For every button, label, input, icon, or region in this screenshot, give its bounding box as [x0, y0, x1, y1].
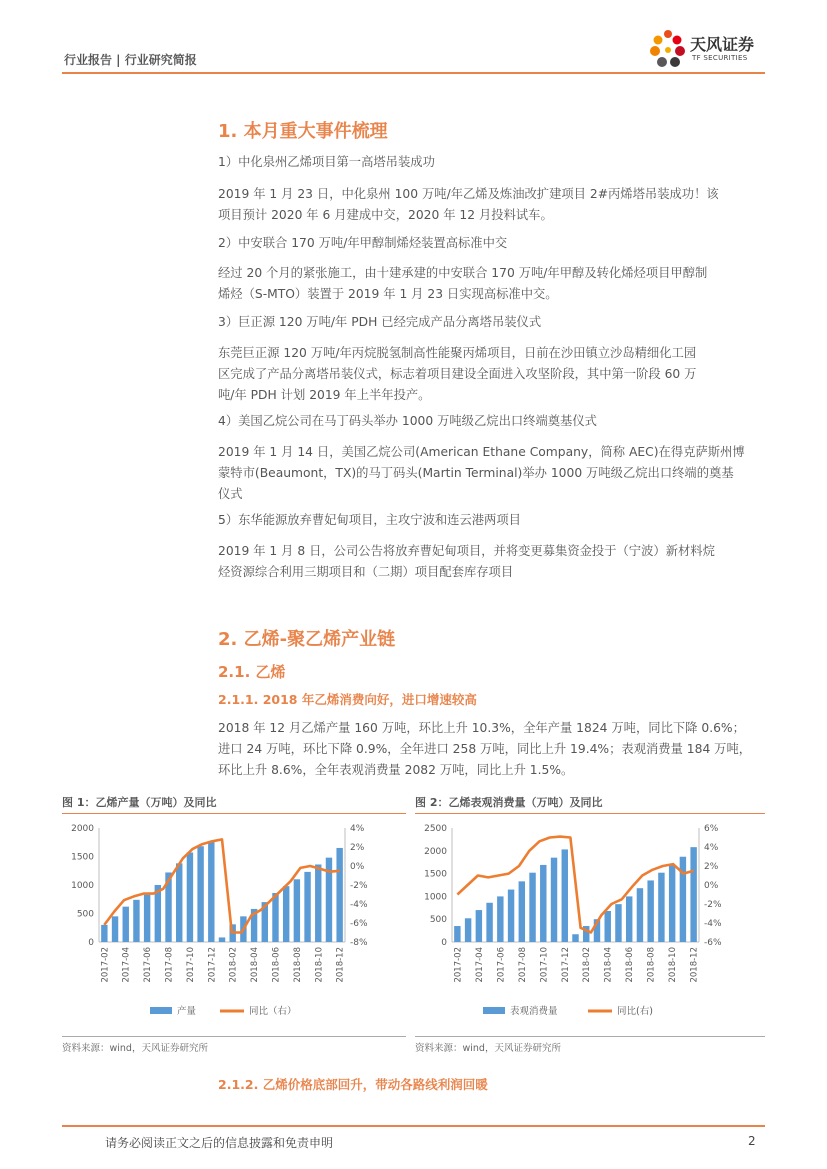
event5-body: 2019 年 1 月 8 日，公司公告将放弃曹妃甸项目，并将变更募集资金投于（宁波）新材料烷 烃资源综合利用三期项目和（二期）项目配套库存项目	[218, 544, 715, 579]
figure2-top-rule	[415, 813, 765, 814]
right-tick-label: -2%	[350, 881, 368, 891]
right-tick-label: 4%	[350, 824, 365, 834]
right-tick-label: 0%	[704, 881, 719, 891]
logo-text-en: TF SECURITIES	[692, 54, 748, 62]
left-tick-label: 0	[441, 938, 447, 948]
bar	[208, 842, 214, 942]
x-tick-label: 2018-04	[603, 947, 614, 983]
event2-heading: 2）中安联合 170 万吨/年甲醇制烯烃装置高标准中交	[218, 236, 508, 250]
x-tick-label: 2018-06	[271, 947, 282, 983]
right-tick-label: -4%	[704, 919, 722, 929]
x-tick-label: 2018-12	[689, 947, 700, 983]
bar	[112, 916, 118, 942]
chart-ethylene-production	[62, 816, 406, 1036]
bar	[562, 849, 568, 942]
left-tick-label: 1000	[424, 892, 447, 903]
logo-text-cn: 天风证券	[690, 35, 755, 54]
x-tick-label: 2018-06	[625, 947, 636, 983]
bar	[572, 934, 578, 942]
yoy-line	[457, 837, 693, 933]
bar	[476, 910, 482, 942]
section2-title: 2. 乙烯-聚乙烯产业链	[218, 629, 396, 650]
subsection-ethylene-title: 2.1. 乙烯	[218, 663, 286, 681]
bar	[626, 896, 632, 942]
tf-securities-logo	[648, 28, 758, 72]
legend-swatch-bars	[150, 1007, 172, 1014]
bar	[497, 896, 503, 942]
bar	[540, 865, 546, 942]
x-tick-label: 2017-12	[560, 947, 571, 983]
right-tick-label: -2%	[704, 900, 722, 910]
x-tick-label: 2018-08	[646, 947, 657, 983]
figure2-title: 图 2：乙烯表观消费量（万吨）及同比	[415, 796, 603, 809]
x-tick-label: 2018-08	[292, 947, 303, 983]
left-tick-label: 2000	[71, 824, 94, 834]
bar	[187, 853, 193, 942]
event2-body: 经过 20 个月的紧张施工，由十建承建的中安联合 170 万吨/年甲醇及转化烯烃项目甲醇制 烯烃（S-MTO）装置于 2019 年 1 月 23 日实现高标准中交。	[218, 266, 708, 301]
right-tick-label: 4%	[704, 843, 719, 853]
event4-heading: 4）美国乙烷公司在马丁码头举办 1000 万吨级乙烷出口终端奠基仪式	[218, 414, 597, 428]
x-tick-label: 2017-06	[143, 947, 154, 983]
footer-divider	[62, 1125, 765, 1127]
x-tick-label: 2017-04	[121, 947, 132, 983]
bar	[144, 895, 150, 942]
figure1-title: 图 1：乙烯产量（万吨）及同比	[62, 796, 217, 809]
x-tick-label: 2017-10	[185, 947, 196, 983]
section1-title: 1. 本月重大事件梳理	[218, 121, 388, 142]
bar	[529, 873, 535, 942]
event1-heading: 1）中化泉州乙烯项目第一高塔吊装成功	[218, 155, 435, 169]
event5-heading: 5）东华能源放弃曹妃甸项目，主攻宁波和连云港两项目	[218, 513, 521, 527]
bar	[465, 918, 471, 942]
subsection-2-1-2-title: 2.1.2. 乙烯价格底部回升，带动各路线利润回暖	[218, 1077, 488, 1092]
legend-label-line: 同比(右)	[617, 1006, 653, 1017]
bar	[669, 864, 675, 942]
figure2-bottom-rule	[415, 1036, 765, 1037]
bar	[101, 925, 107, 942]
bar	[604, 911, 610, 942]
x-tick-label: 2017-12	[207, 947, 218, 983]
bar	[454, 926, 460, 942]
bar	[272, 893, 278, 942]
bar	[315, 864, 321, 942]
left-tick-label: 2500	[424, 824, 447, 834]
right-tick-label: 2%	[704, 862, 719, 872]
header-divider	[62, 72, 765, 74]
left-tick-label: 2000	[424, 846, 447, 857]
left-tick-label: 1500	[424, 869, 447, 880]
bar	[197, 846, 203, 942]
figure2-source: 资料来源：wind，天风证券研究所	[415, 1043, 561, 1054]
bar	[219, 937, 225, 942]
x-tick-label: 2018-10	[314, 947, 325, 983]
bar	[508, 890, 514, 942]
right-tick-label: -6%	[350, 919, 368, 929]
right-tick-label: 2%	[350, 843, 365, 853]
left-tick-label: 0	[88, 938, 94, 948]
bar	[294, 879, 300, 942]
x-tick-label: 2017-10	[539, 947, 550, 983]
bar	[658, 873, 664, 942]
legend-label-bars: 表观消费量	[510, 1006, 558, 1017]
legend-swatch-bars	[483, 1007, 505, 1014]
event4-body: 2019 年 1 月 14 日，美国乙烷公司(American Ethane Company，简称 AEC)在得克萨斯州博 蒙特市(Beaumont，TX)的马丁码头(Martin Terminal)举办 1000 万吨级乙烷出口终端的奠基 仪式	[218, 445, 745, 501]
figure1-bottom-rule	[62, 1036, 406, 1037]
left-tick-label: 500	[76, 909, 94, 920]
bar	[336, 848, 342, 942]
left-tick-label: 500	[429, 915, 447, 926]
x-tick-label: 2017-08	[164, 947, 175, 983]
bar	[283, 886, 289, 942]
legend-label-line: 同比（右）	[249, 1006, 297, 1017]
left-tick-label: 1500	[71, 852, 94, 863]
event3-body: 东莞巨正源 120 万吨/年丙烷脱氢制高性能聚丙烯项目，日前在沙田镇立沙岛精细化工园 区完成了产品分离塔吊装仪式，标志着项目建设全面进入攻坚阶段，其中第一阶段 60 万 吨/年 PDH 计划 2019 年上半年投产。	[218, 346, 697, 402]
page-number: 2	[748, 1134, 756, 1148]
bar	[690, 847, 696, 942]
x-tick-label: 2018-12	[335, 947, 346, 983]
right-tick-label: -6%	[704, 938, 722, 948]
bar	[637, 888, 643, 942]
bar	[123, 907, 129, 942]
subsection-2-1-1-title: 2.1.1. 2018 年乙烯消费向好，进口增速较高	[218, 692, 477, 707]
x-tick-label: 2018-02	[228, 947, 239, 983]
bar	[176, 863, 182, 942]
left-tick-label: 1000	[71, 881, 94, 891]
x-tick-label: 2018-10	[668, 947, 679, 983]
bar	[133, 900, 139, 942]
bar	[551, 858, 557, 942]
bar	[486, 903, 492, 942]
x-tick-label: 2017-06	[496, 947, 507, 983]
figure1-top-rule	[62, 813, 406, 814]
figure1-source: 资料来源：wind，天风证券研究所	[62, 1043, 208, 1054]
x-tick-label: 2017-04	[474, 947, 485, 983]
event3-heading: 3）巨正源 120 万吨/年 PDH 已经完成产品分离塔吊装仪式	[218, 315, 542, 329]
ethylene-summary-paragraph: 2018 年 12 月乙烯产量 160 万吨，环比上升 10.3%，全年产量 1824 万吨，同比下降 0.6%； 进口 24 万吨，环比下降 0.9%，全年进口 258 万吨，同比上升 19.4%；表观消费量 184 万吨， 环比上升 8.6%，全年表观消费量 2082 万吨，同比上升 1.5%。	[218, 721, 752, 777]
chart-ethylene-consumption	[415, 816, 765, 1036]
x-tick-label: 2018-04	[250, 947, 261, 983]
x-tick-label: 2017-02	[100, 947, 111, 983]
bar	[519, 881, 525, 942]
x-tick-label: 2017-02	[453, 947, 464, 983]
bar	[647, 880, 653, 942]
right-tick-label: 6%	[704, 824, 719, 834]
legend-label-bars: 产量	[177, 1006, 197, 1017]
right-tick-label: -4%	[350, 900, 368, 910]
x-tick-label: 2017-08	[517, 947, 528, 983]
report-category: 行业报告 | 行业研究简报	[64, 53, 197, 67]
bar	[304, 872, 310, 942]
right-tick-label: 0%	[350, 862, 365, 872]
flower-logo-icon	[648, 28, 688, 72]
x-tick-label: 2018-02	[582, 947, 593, 983]
bar	[615, 904, 621, 942]
right-tick-label: -8%	[350, 938, 368, 948]
event1-body: 2019 年 1 月 23 日，中化泉州 100 万吨/年乙烯及炼油改扩建项目 2#丙烯塔吊装成功！该 项目预计 2020 年 6 月建成中交，2020 年 12 月投料试车。	[218, 187, 719, 222]
footer-disclaimer: 请务必阅读正文之后的信息披露和免责申明	[105, 1136, 334, 1150]
